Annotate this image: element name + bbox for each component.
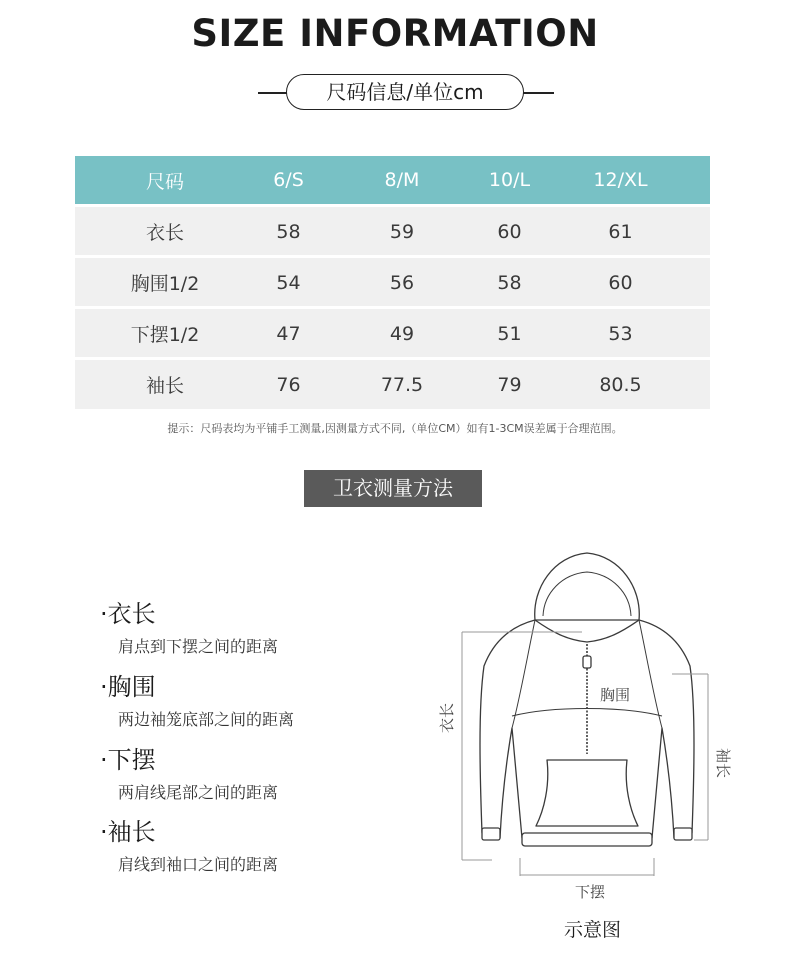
size-table (75, 156, 710, 409)
hem-label: 下摆 (574, 883, 606, 901)
table-cell: 60 (608, 271, 633, 294)
measurement-item (100, 667, 294, 730)
measurement-item (100, 594, 278, 657)
table-cell: 56 (389, 271, 415, 294)
size-tip: 提示：尺码表均为平铺手工测量,因测量方式不同,（单位CM）如有1-3CM误差属于合理范围。 (167, 422, 623, 435)
table-header-cell: 尺码 (145, 170, 184, 193)
measurement-name: ·袖长 (100, 818, 156, 846)
table-cell: 53 (608, 322, 633, 345)
table-header-cell: 12/XL (593, 169, 648, 191)
page-title: SIZE INFORMATION (191, 12, 599, 55)
method-title: 卫衣测量方法 (304, 470, 482, 507)
table-cell: 下摆1/2 (130, 324, 200, 346)
divider-left (258, 92, 288, 94)
table-cell: 60 (497, 220, 522, 243)
table-cell: 49 (389, 322, 415, 345)
subtitle-banner (258, 74, 554, 112)
table-cell: 51 (497, 322, 522, 345)
hoodie-diagram (432, 548, 732, 908)
chest-label: 胸围 (600, 686, 631, 704)
measurement-name: ·胸围 (100, 673, 156, 701)
table-row (75, 255, 710, 307)
table-cell: 76 (276, 373, 301, 396)
table-cell: 61 (608, 220, 633, 243)
table-row (75, 204, 710, 256)
table-cell: 胸围1/2 (130, 273, 200, 295)
table-cell: 58 (497, 271, 522, 294)
length-label: 衣长 (438, 702, 456, 734)
table-header-cell: 8/M (384, 169, 420, 191)
table-row (75, 357, 710, 409)
table-cell: 59 (389, 220, 415, 243)
table-cell: 80.5 (599, 373, 642, 396)
measurement-desc: 肩点到下摆之间的距离 (118, 637, 279, 656)
table-row (75, 306, 710, 358)
table-cell: 衣长 (145, 222, 184, 244)
measurement-desc: 两边袖笼底部之间的距离 (118, 710, 295, 729)
table-cell: 袖长 (145, 375, 184, 397)
sleeve-label: 袖长 (714, 747, 732, 779)
table-cell: 47 (276, 322, 301, 345)
table-cell: 58 (276, 220, 301, 243)
measurement-item (100, 740, 278, 803)
measurement-desc: 两肩线尾部之间的距离 (118, 783, 279, 802)
table-cell: 79 (497, 373, 522, 396)
subtitle: 尺码信息/单位cm (286, 74, 524, 110)
hoodie-icon (480, 553, 694, 846)
diagram-caption: 示意图 (563, 919, 621, 941)
table-cell: 77.5 (380, 373, 424, 396)
table-header-cell: 10/L (488, 169, 531, 191)
measurement-name: ·下摆 (100, 746, 156, 774)
divider-right (520, 92, 554, 94)
table-cell: 54 (276, 271, 301, 294)
table-header-row (75, 156, 710, 204)
table-header-cell: 6/S (273, 169, 304, 191)
measurement-name: ·衣长 (100, 600, 156, 628)
measurement-desc: 肩线到袖口之间的距离 (118, 855, 279, 874)
measurement-item (100, 812, 278, 875)
